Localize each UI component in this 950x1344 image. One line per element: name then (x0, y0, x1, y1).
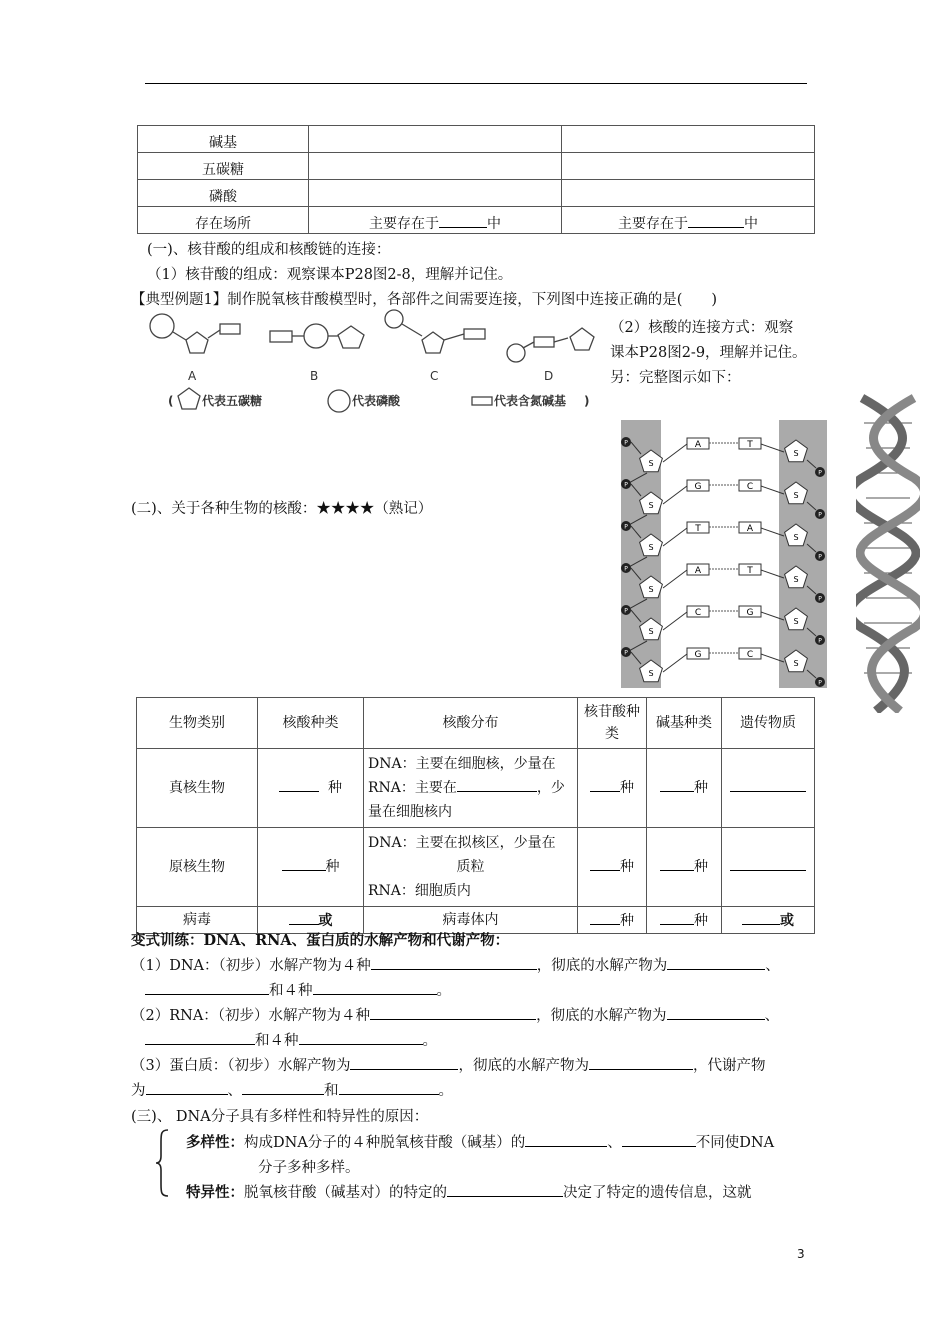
line-text: 。 (436, 983, 451, 999)
fill-blank[interactable] (339, 1080, 439, 1095)
option-a-model[interactable] (150, 314, 240, 353)
nucleotide-model-figure (142, 308, 612, 418)
fill-blank[interactable] (730, 856, 806, 871)
table-cell (647, 749, 722, 828)
table-cell (562, 153, 815, 180)
fill-blank[interactable] (660, 910, 694, 925)
table-cell (722, 828, 815, 907)
phosphate-label: P (624, 523, 628, 531)
fill-blank[interactable] (289, 910, 319, 925)
phosphate-label: P (818, 511, 822, 519)
connection-note-2: 课本P28图2-9，理解并记住。 (610, 345, 807, 361)
line-text: ，代谢产物 (692, 1058, 766, 1074)
variant-training-title: 变式训练：DNA、RNA、蛋白质的水解产物和代谢产物： (131, 932, 510, 949)
line-text: 、 (607, 1135, 622, 1151)
fill-blank[interactable] (667, 955, 765, 970)
diversity-label: 多样性： (186, 1134, 244, 1151)
fill-blank[interactable] (457, 777, 537, 792)
fill-blank[interactable] (660, 777, 694, 792)
table-cell (722, 749, 815, 828)
fill-blank[interactable] (730, 777, 806, 792)
unit-text: 种 (694, 859, 708, 875)
sugar-label: S (648, 459, 654, 468)
line-text: 。 (422, 1033, 437, 1049)
connection-note-3: 另：完整图示如下： (610, 370, 741, 386)
unit-text: 种 (694, 780, 708, 796)
diversity-line-2: 分子多种多样。 (258, 1160, 360, 1176)
line-text: ，彻底的水解产物为 (458, 1058, 589, 1074)
fill-blank[interactable] (622, 1132, 696, 1147)
row-label: 五碳糖 (138, 153, 309, 180)
line-text: （1）DNA：（初步）水解产物为４种 (131, 958, 371, 974)
sugar-label: S (793, 659, 799, 668)
unit-text: 或 (780, 913, 794, 929)
fill-blank[interactable] (590, 910, 620, 925)
sugar-label: S (648, 627, 654, 636)
base-letter: G (694, 650, 702, 660)
table-row (138, 207, 815, 234)
distribution-line: 量在细胞核内 (368, 804, 452, 820)
distribution-line: ，少 (536, 780, 565, 796)
table-cell (309, 207, 562, 234)
base-letter: A (694, 440, 702, 450)
base-letter: C (746, 650, 754, 660)
diversity-line (186, 1131, 774, 1152)
fill-blank[interactable] (590, 856, 620, 871)
header-rule (145, 83, 807, 84)
unit-text: 种 (694, 913, 708, 929)
table-cell (722, 907, 815, 934)
line-text: 、 (227, 1083, 242, 1099)
fill-blank[interactable] (313, 980, 437, 995)
unit-text: 种 (620, 859, 634, 875)
line-text: 。 (438, 1083, 453, 1099)
fill-blank[interactable] (350, 1055, 458, 1070)
legend-pentagon-icon (178, 388, 200, 409)
table-row (138, 153, 815, 180)
distribution-cell: 病毒体内 (364, 907, 578, 934)
column-header: 核酸分布 (364, 698, 578, 749)
table-row (138, 126, 815, 153)
fill-blank[interactable] (590, 777, 620, 792)
table-cell (309, 153, 562, 180)
example-question-1: 【典型例题1】制作脱氧核苷酸模型时，各部件之间需要连接，下列图中连接正确的是( ) (131, 292, 718, 308)
legend-rect-icon (472, 397, 492, 405)
sugar-label: S (648, 543, 654, 552)
table-cell (562, 207, 815, 234)
option-label: C (430, 369, 439, 383)
table-header-row (137, 698, 815, 749)
specificity-line (186, 1181, 752, 1202)
line-text: 、 (764, 1008, 780, 1024)
table-cell (309, 126, 562, 153)
table-cell (578, 828, 647, 907)
table-cell (309, 180, 562, 207)
page-number: 3 (797, 1247, 805, 1261)
table-cell (258, 828, 364, 907)
table-cell (647, 907, 722, 934)
svg-text:): ) (584, 394, 590, 408)
option-b-model[interactable] (270, 324, 364, 348)
distribution-line: DNA：主要在拟核区，少量在 (368, 835, 556, 851)
phosphate-label: P (818, 469, 822, 477)
unit-text: 种 (620, 780, 634, 796)
table-row (138, 180, 815, 207)
distribution-cell (364, 749, 578, 828)
line-text: 、 (765, 958, 780, 974)
fill-blank[interactable] (370, 1005, 536, 1020)
fill-blank[interactable] (299, 1030, 423, 1045)
distribution-line: 质粒 (456, 859, 485, 875)
legend-sugar-label: 代表五碳糖 (202, 394, 263, 408)
phosphate-label: P (624, 439, 628, 447)
fill-blank[interactable] (279, 777, 319, 792)
phosphate-label: P (818, 553, 822, 561)
column-header: 遗传物质 (722, 698, 815, 749)
base-letter: C (694, 608, 702, 618)
row-label: 存在场所 (138, 207, 309, 234)
unit-text: 种 (327, 780, 342, 796)
cell-text: 主要存在于 (369, 216, 439, 232)
sugar-label: S (648, 585, 654, 594)
line-text: 为 (131, 1083, 146, 1099)
variant-line-2 (145, 979, 451, 1000)
fill-blank[interactable] (447, 1182, 563, 1197)
column-header: 生物类别 (137, 698, 258, 749)
line-text: 和４种 (255, 1033, 299, 1049)
table-cell (578, 907, 647, 934)
variant-line-6 (131, 1079, 453, 1100)
row-label: 磷酸 (138, 180, 309, 207)
line-text: 不同使DNA (695, 1135, 775, 1151)
dna-helix-illustration (856, 393, 920, 713)
nucleic-acid-comparison-table (137, 125, 815, 234)
base-letter: G (694, 482, 702, 492)
option-c-model[interactable] (385, 310, 485, 353)
variant-line-4 (145, 1029, 437, 1050)
phosphate-label: P (818, 637, 822, 645)
column-header: 核酸种类 (258, 698, 364, 749)
phosphate-label: P (624, 607, 628, 615)
connection-note-1: （2）核酸的连接方式：观察 (610, 320, 794, 336)
legend-phosphate-label: 代表磷酸 (352, 394, 401, 408)
phosphate-label: P (624, 565, 628, 573)
variant-line-1 (131, 954, 780, 975)
fill-blank[interactable] (667, 1005, 765, 1020)
specificity-label: 特异性： (186, 1184, 244, 1201)
line-text: 构成DNA分子的４种脱氧核苷酸（碱基）的 (244, 1135, 526, 1151)
fill-blank[interactable] (439, 213, 487, 228)
base-letter: A (746, 524, 754, 534)
svg-text:(: ( (168, 394, 174, 408)
sugar-label: S (648, 669, 654, 678)
line-text: ，彻底的水解产物为 (536, 958, 668, 974)
distribution-cell (364, 828, 578, 907)
organism-nucleic-acid-table (136, 697, 815, 934)
sugar-label: S (793, 617, 799, 626)
fill-blank[interactable] (742, 910, 780, 925)
sugar-label: S (793, 449, 799, 458)
cell-text: 中 (487, 216, 501, 232)
line-text: 决定了特定的遗传信息，这就 (563, 1185, 752, 1201)
column-header: 核苷酸种类 (578, 698, 647, 749)
legend-circle-icon (328, 390, 350, 412)
legend-base-label: 代表含氮碱基 (494, 394, 567, 408)
line-text: ，彻底的水解产物为 (536, 1008, 667, 1024)
table-cell (562, 126, 815, 153)
phosphate-label: P (818, 595, 822, 603)
sugar-label: S (793, 533, 799, 542)
option-label: B (310, 369, 319, 383)
cell-text: 中 (744, 216, 758, 232)
distribution-line: RNA：细胞质内 (368, 883, 471, 899)
organism-name: 病毒 (137, 907, 258, 934)
line-text: 和 (324, 1083, 339, 1099)
line-text: （2）RNA：（初步）水解产物为４种 (131, 1008, 371, 1024)
variant-line-3 (131, 1004, 779, 1025)
fill-blank[interactable] (145, 1030, 255, 1045)
fill-blank[interactable] (688, 213, 744, 228)
fill-blank[interactable] (525, 1132, 607, 1147)
fill-blank[interactable] (146, 1080, 228, 1095)
table-row (137, 828, 815, 907)
unit-text: 种 (325, 859, 340, 875)
organism-name: 原核生物 (137, 828, 258, 907)
section-1-title: (一)、核苷酸的组成和核酸链的连接： (147, 242, 391, 258)
base-letter: T (695, 524, 701, 534)
dna-double-strand-diagram (617, 420, 829, 688)
base-letter: T (747, 566, 753, 576)
distribution-line: DNA：主要在细胞核，少量在 (368, 756, 556, 772)
curly-brace-icon (154, 1128, 170, 1198)
unit-text: 种 (620, 913, 634, 929)
distribution-line: RNA：主要在 (368, 780, 457, 796)
option-d-model[interactable] (507, 328, 594, 362)
phosphate-label: P (818, 679, 822, 687)
section-2-title: (二)、关于各种生物的核酸：★★★★（熟记） (131, 501, 433, 517)
base-letter: G (746, 608, 754, 618)
sugar-label: S (793, 575, 799, 584)
variant-line-5 (131, 1054, 765, 1075)
organism-name: 真核生物 (137, 749, 258, 828)
table-cell (562, 180, 815, 207)
fill-blank[interactable] (242, 1080, 324, 1095)
unit-text: 或 (318, 913, 333, 929)
section-1-item-1: （1）核苷酸的组成：观察课本P28图2-8，理解并记住。 (147, 267, 513, 283)
fill-blank[interactable] (145, 980, 269, 995)
table-cell (578, 749, 647, 828)
table-cell (647, 828, 722, 907)
base-letter: A (694, 566, 702, 576)
section-3-title: (三)、 DNA分子具有多样性和特异性的原因： (131, 1109, 429, 1125)
fill-blank[interactable] (371, 955, 537, 970)
base-letter: T (747, 440, 753, 450)
fill-blank[interactable] (282, 856, 326, 871)
line-text: （3）蛋白质：（初步）水解产物为 (131, 1058, 351, 1074)
row-label: 碱基 (138, 126, 309, 153)
table-row (137, 749, 815, 828)
table-cell (258, 749, 364, 828)
fill-blank[interactable] (589, 1055, 693, 1070)
cell-text: 主要存在于 (618, 216, 688, 232)
line-text: 和４种 (269, 983, 313, 999)
column-header: 碱基种类 (647, 698, 722, 749)
sugar-label: S (648, 501, 654, 510)
option-label: A (188, 369, 197, 383)
phosphate-label: P (624, 649, 628, 657)
sugar-label: S (793, 491, 799, 500)
line-text: 脱氧核苷酸（碱基对）的特定的 (244, 1185, 447, 1201)
option-label: D (544, 369, 554, 383)
phosphate-label: P (624, 481, 628, 489)
fill-blank[interactable] (660, 856, 694, 871)
base-letter: C (746, 482, 754, 492)
